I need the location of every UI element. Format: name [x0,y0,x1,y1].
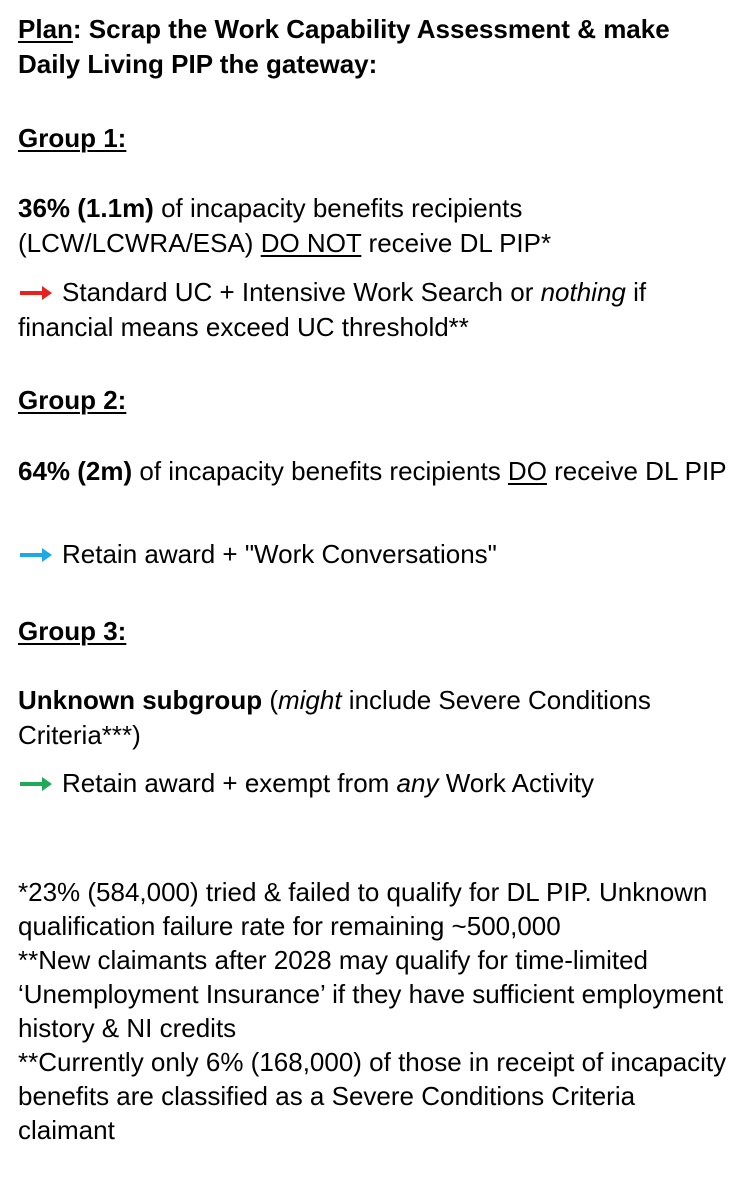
blue-arrow-icon [18,545,54,565]
group-2-heading: Group 2: [18,385,127,415]
plan-label: Plan [18,14,73,44]
group-3-heading: Group 3: [18,616,127,646]
footnote: **Currently only 6% (168,000) of those in receipt of incapacity benefits are classified as a Severe Conditions Criteria claimant [18,1047,727,1145]
group-1-heading: Group 1: [18,123,127,153]
group-2-outcome: Retain award + "Work Conversations" [18,537,733,572]
group-3-statement: Unknown subgroup (might include Severe Conditions Criteria***) [18,685,651,750]
page-title [18,12,733,82]
title-text: : Scrap the Work Capability Assessment & make Daily Living PIP the gateway: [18,14,670,79]
group-2-statement: 64% (2m) of incapacity benefits recipients DO receive DL PIP [18,456,727,486]
footnote: **New claimants after 2028 may qualify for time-limited ‘Unemployment Insurance’ if they have sufficient employment history & NI credits [18,945,724,1043]
red-arrow-icon [18,283,54,303]
green-arrow-icon [18,774,54,794]
footnote: *23% (584,000) tried & failed to qualify for DL PIP. Unknown qualification failure rate for remaining ~500,000 [18,877,708,941]
group-3-outcome: Retain award + exempt from any Work Activity [18,766,733,801]
group-1-outcome: Standard UC + Intensive Work Search or nothing if financial means exceed UC threshold** [18,277,647,342]
group-1-statement: 36% (1.1m) of incapacity benefits recipients (LCW/LCWRA/ESA) DO NOT receive DL PIP* [18,193,552,258]
footnotes [18,875,733,1147]
